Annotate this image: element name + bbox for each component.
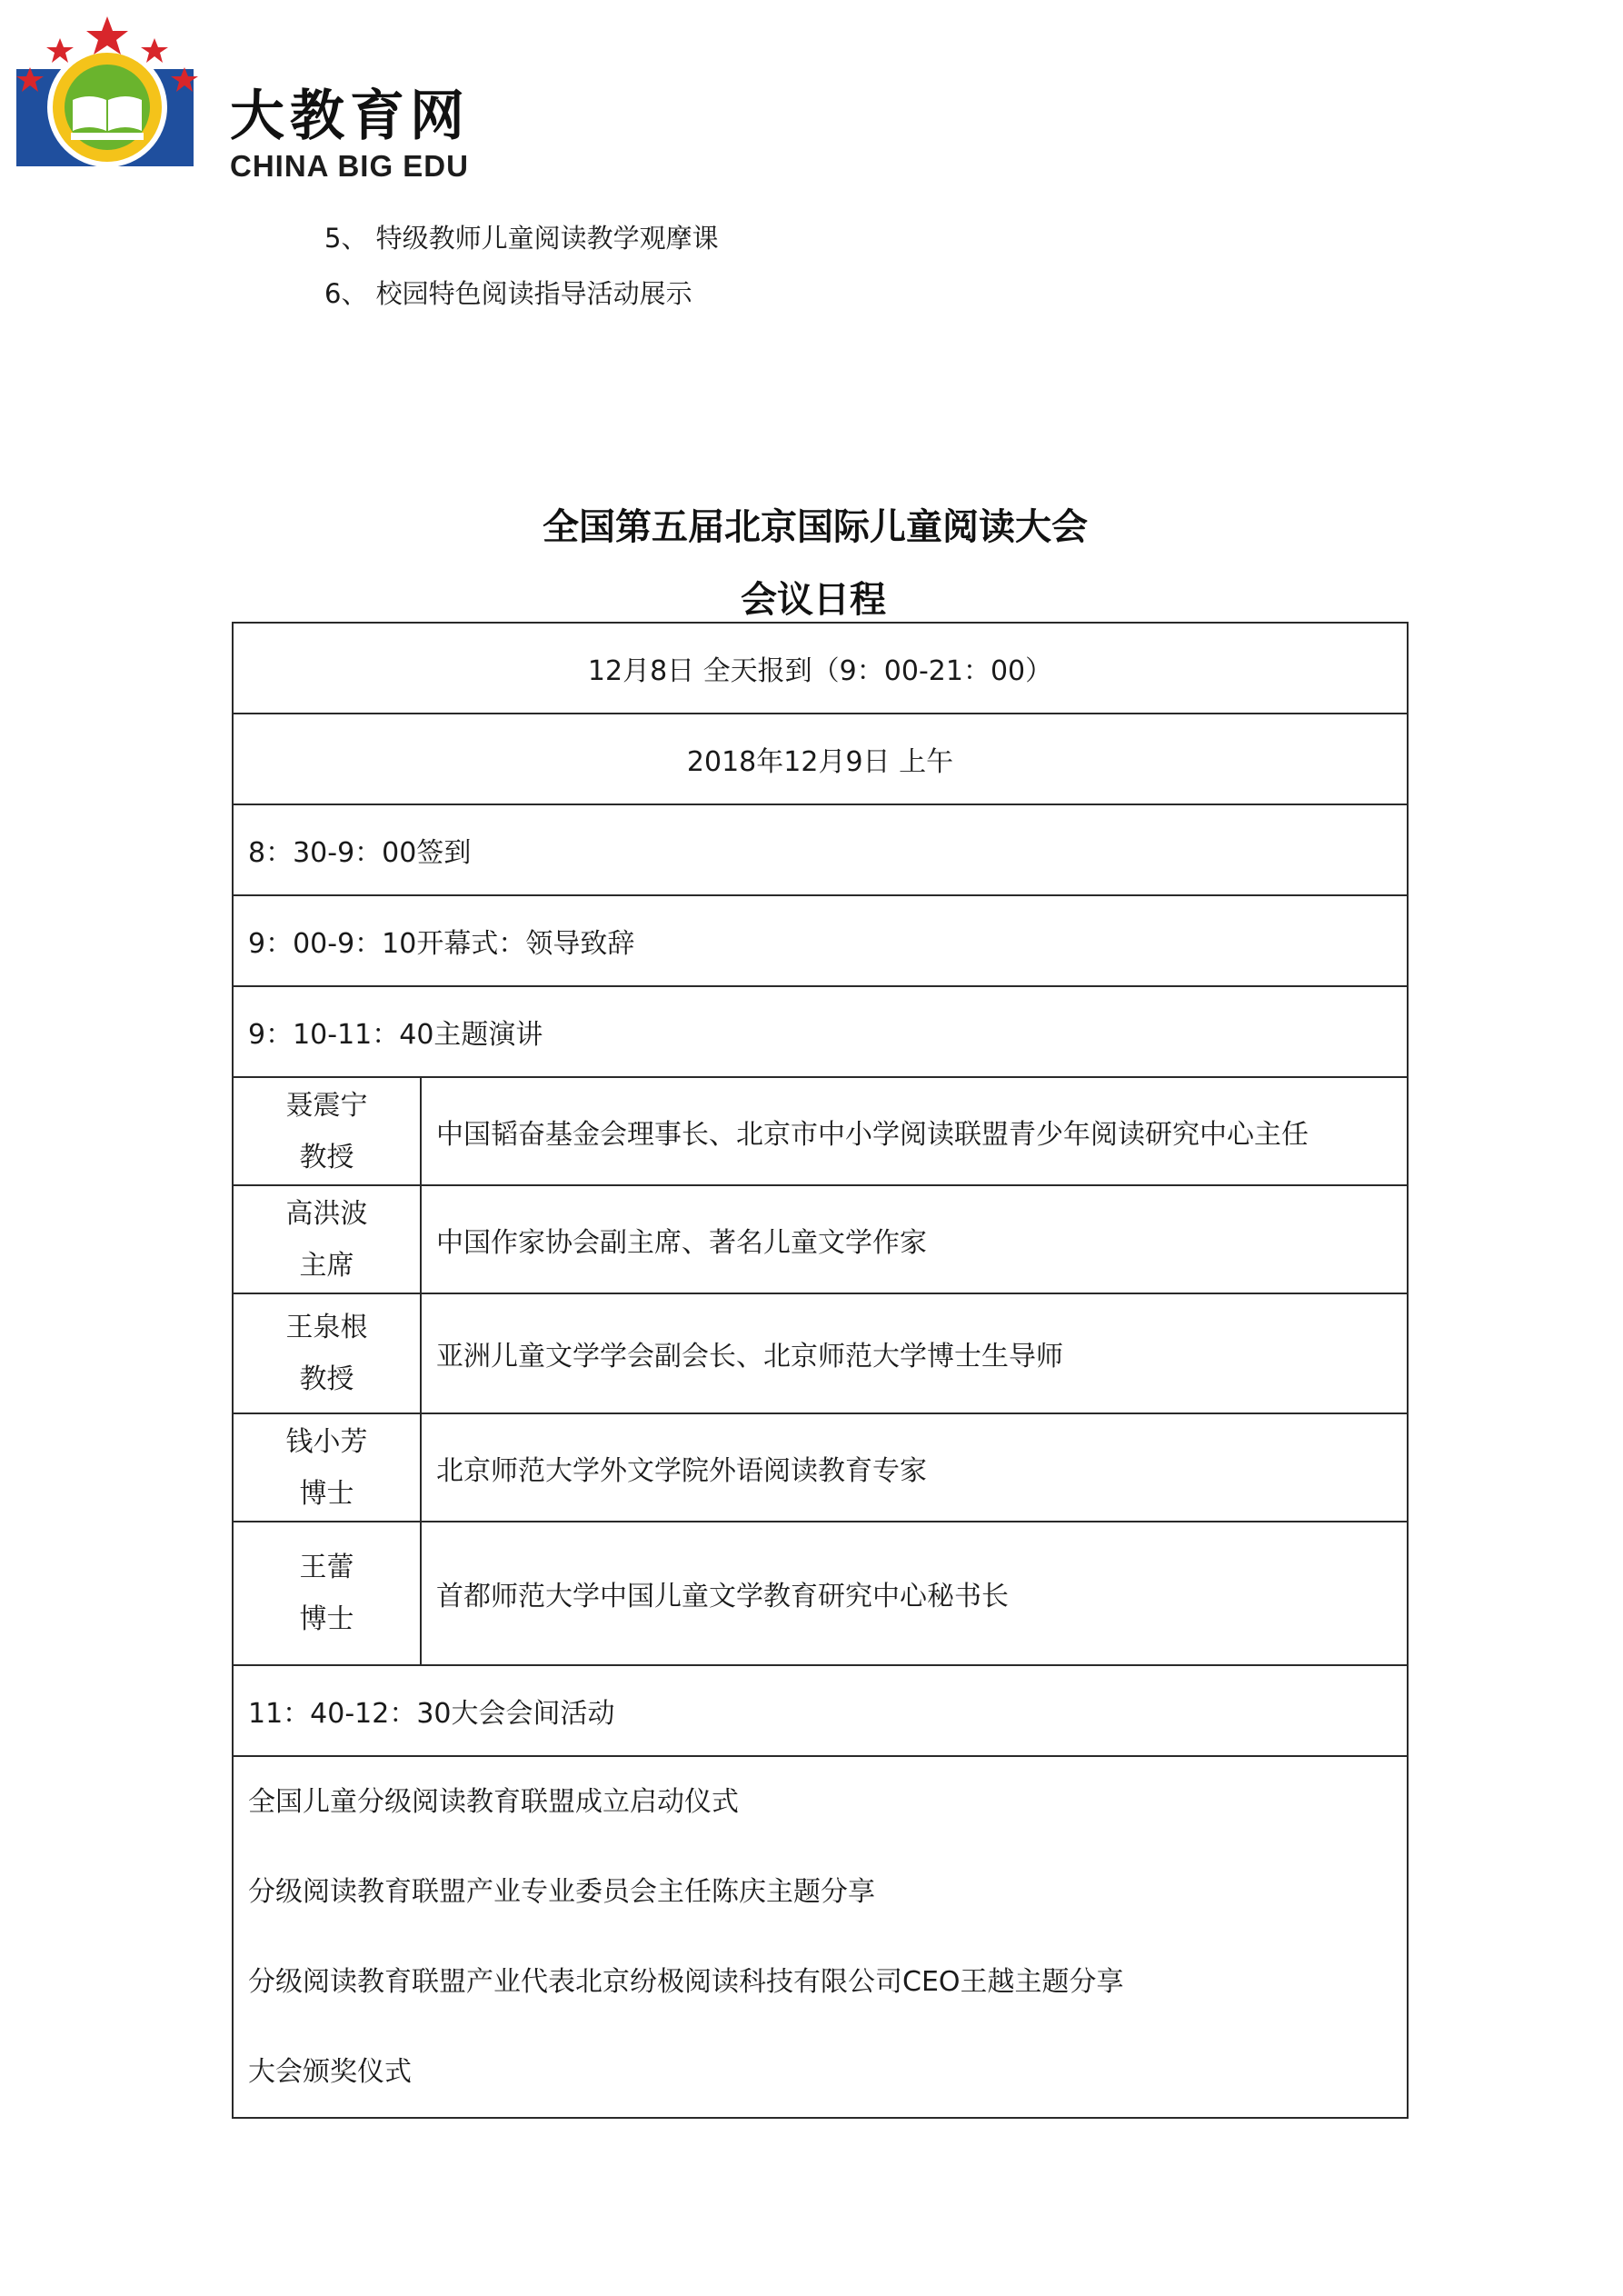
speaker-role: 北京师范大学外文学院外语阅读教育专家 xyxy=(421,1413,1408,1522)
speaker-name-cell xyxy=(233,1185,421,1293)
sign-in-cell: 8：30-9：00签到 xyxy=(233,804,1408,895)
speaker-role: 亚洲儿童文学学会副会长、北京师范大学博士生导师 xyxy=(421,1293,1408,1413)
table-row xyxy=(233,1665,1408,1756)
speaker-name-cell xyxy=(233,1293,421,1413)
speaker-name-cell xyxy=(233,1413,421,1522)
speaker-name: 钱小芳 xyxy=(285,1425,368,1458)
speaker-role: 中国韬奋基金会理事长、北京市中小学阅读联盟青少年阅读研究中心主任 xyxy=(421,1077,1408,1185)
keynote-cell: 9：10-11：40主题演讲 xyxy=(233,986,1408,1077)
speaker-name-cell xyxy=(233,1077,421,1185)
speaker-name: 王泉根 xyxy=(285,1312,368,1343)
activity-item: 大会颁奖仪式 xyxy=(248,2056,412,2088)
intro-item: 5、 特级教师儿童阅读教学观摩课 xyxy=(324,223,719,254)
table-row xyxy=(233,714,1408,804)
table-row xyxy=(233,986,1408,1077)
speaker-row xyxy=(233,1522,1408,1665)
speaker-name: 高洪波 xyxy=(285,1197,368,1230)
activities-row xyxy=(233,1756,1408,2118)
activities-cell xyxy=(233,1756,1408,2118)
speaker-role: 首都师范大学中国儿童文学教育研究中心秘书长 xyxy=(421,1522,1408,1665)
logo-emblem-icon xyxy=(16,16,216,171)
site-logo xyxy=(16,16,489,183)
speaker-row xyxy=(233,1077,1408,1185)
table-row xyxy=(233,623,1408,714)
speaker-row xyxy=(233,1185,1408,1293)
speaker-title: 教授 xyxy=(299,1141,354,1173)
activity-item: 分级阅读教育联盟产业代表北京纷极阅读科技有限公司CEO王越主题分享 xyxy=(248,1966,1124,1998)
speaker-title: 博士 xyxy=(299,1603,354,1635)
activity-item: 分级阅读教育联盟产业专业委员会主任陈庆主题分享 xyxy=(248,1876,875,1908)
page-subtitle: 会议日程 xyxy=(741,579,886,621)
speaker-title: 教授 xyxy=(299,1363,354,1395)
table-row xyxy=(233,804,1408,895)
speaker-title: 博士 xyxy=(299,1477,354,1510)
speaker-name-cell xyxy=(233,1522,421,1665)
intro-list xyxy=(324,211,719,322)
table-row xyxy=(233,895,1408,986)
registration-cell: 12月8日 全天报到（9：00-21：00） xyxy=(233,623,1408,714)
speaker-row xyxy=(233,1293,1408,1413)
intro-item: 6、 校园特色阅读指导活动展示 xyxy=(324,278,692,309)
speaker-title: 主席 xyxy=(299,1249,354,1282)
day-header-cell: 2018年12月9日 上午 xyxy=(233,714,1408,804)
logo-english-name: CHINA BIG EDU xyxy=(230,149,469,183)
speaker-row xyxy=(233,1413,1408,1522)
opening-cell: 9：00-9：10开幕式：领导致辞 xyxy=(233,895,1408,986)
schedule-table xyxy=(232,622,1409,2119)
speaker-name: 王蕾 xyxy=(299,1552,354,1583)
page-title: 全国第五届北京国际儿童阅读大会 xyxy=(543,506,1088,548)
break-cell: 11：40-12：30大会会间活动 xyxy=(233,1665,1408,1756)
speaker-name: 聂震宁 xyxy=(285,1089,368,1122)
speaker-role: 中国作家协会副主席、著名儿童文学作家 xyxy=(421,1185,1408,1293)
activity-item: 全国儿童分级阅读教育联盟成立启动仪式 xyxy=(248,1786,739,1818)
logo-chinese-name: 大教育网 xyxy=(230,85,470,148)
